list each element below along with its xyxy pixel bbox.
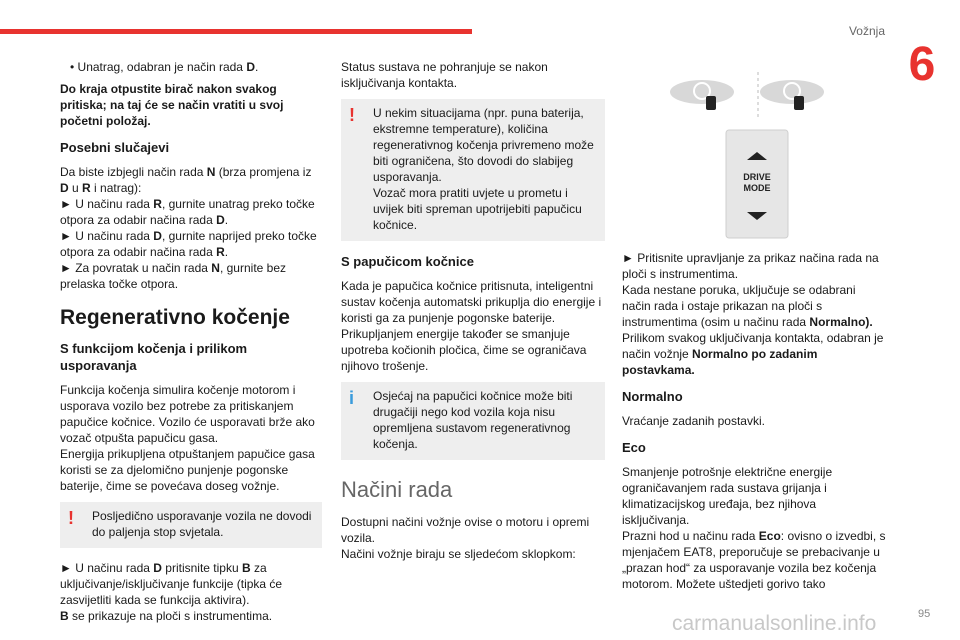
button-label-line1: DRIVE: [743, 172, 771, 182]
paragraph: B se prikazuje na ploči s instrumentima.: [60, 609, 273, 623]
paragraph: Kada nestane poruka, uključuje se odabrani način rada i ostaje prikazan na ploči s instrumentima (osim u načinu rada Normalno).: [622, 283, 873, 329]
paragraph: Prikupljanjem energije također se smanjuje upotreba kočionih pločica, čime se ograničava njihovo trošenje.: [341, 327, 587, 373]
exclamation-icon: !: [349, 105, 355, 125]
bullet-item: ► U načinu rada D, gurnite naprijed preko točke otpora za odabir načina rada R.: [60, 229, 317, 259]
steering-wheel-icon-right: [760, 80, 824, 110]
page-number: 95: [918, 608, 931, 620]
warning-note: ! U nekim situacijama (npr. puna baterija, ekstremne temperature), količina regenerativnog kočenja privremeno može biti ograničena, što dovodi do slabijeg usporavanja. Vozač mora pratiti uvjete u prometu i uvijek biti spreman upotrijebiti papučicu kočnice.: [341, 99, 605, 241]
bullet-item: ► U načinu rada D pritisnite tipku B za uključivanje/isključivanje funkcije (tipka će zasvijetliti kada se funkcija aktivira).: [60, 561, 283, 607]
column-middle: [341, 59, 605, 568]
watermark: carmanualsonline.info: [672, 612, 877, 635]
paragraph-bold: Do kraja otpustite birač nakon svakog pritiska; na taj će se način vratiti u svoj početni položaj.: [60, 82, 284, 128]
column-left: [60, 59, 322, 630]
drive-mode-switch-diagram: [660, 62, 860, 242]
paragraph: Funkcija kočenja simulira kočenje motorom i usporava vozilo bez potrebe za pritiskanjem papučice kočnice. Vozilo će usporavati brže ako vozač otpušta papučicu gasa.: [60, 383, 315, 445]
heading-regenerative-braking: Regenerativno kočenje: [60, 306, 290, 329]
heading-brake-pedal: S papučicom kočnice: [341, 254, 474, 269]
paragraph: Dostupni načini vožnje ovise o motoru i opremi vozila.: [341, 515, 590, 545]
heading-eco: Eco: [622, 440, 646, 455]
paragraph: Status sustava ne pohranjuje se nakon isključivanja kontakta.: [341, 60, 548, 90]
subheading-braking: S funkcijom kočenja i prilikom usporavanja: [60, 341, 248, 373]
info-icon: i: [349, 388, 355, 408]
drive-mode-illustration: [660, 62, 860, 242]
paragraph: Kada je papučica kočnice pritisnuta, inteligentni sustav kočenja automatski prikuplja dio energije i koristi ga za punjenje pogonske baterije.: [341, 279, 602, 325]
section-title: Vožnja: [848, 24, 885, 38]
heading-special-cases: Posebni slučajevi: [60, 140, 170, 155]
info-note: i Osjećaj na papučici kočnice može biti drugačiji nego kod vozila koja nisu opremljena sustavom regenerativnog kočenja.: [341, 382, 605, 460]
header-accent-bar: [0, 29, 472, 34]
paragraph: • Unatrag, odabran je način rada D.: [70, 60, 259, 74]
heading-normal: Normalno: [622, 389, 683, 404]
paragraph: Prilikom svakog uključivanja kontakta, odabran je način vožnje Normalno po zadanim postavkama.: [622, 331, 884, 377]
paragraph: Energija prikupljena otpuštanjem papučice gasa koristi se za djelomično punjenje pogonske baterije, čime se povećava doseg vožnje.: [60, 447, 315, 493]
steering-wheel-icon-left: [670, 80, 734, 110]
exclamation-icon: !: [68, 508, 74, 528]
paragraph: Prazni hod u načinu rada Eco: ovisno o izvedbi, s mjenjačem EAT8, preporučuje se prebacivanje u „prazan hod“ za usporavanje vozila bez kočenja motorom. Možete uštedjeti gorivo tako: [622, 529, 886, 591]
bullet-item: ► Za povratak u način rada N, gurnite bez prelaska točke otpora.: [60, 261, 287, 291]
column-right: [622, 250, 886, 598]
paragraph: Smanjenje potrošnje električne energije ograničavanjem rada sustava grijanja i klimatizacijskog uređaja, bez njihova isključivanja.: [622, 465, 833, 527]
paragraph: Da biste izbjegli način rada N (brza promjena iz D u R i natrag):: [60, 165, 312, 195]
bullet-item: ► U načinu rada R, gurnite unatrag preko točke otpora za odabir načina rada D.: [60, 197, 315, 227]
paragraph: Načini vožnje biraju se sljedećom sklopkom:: [341, 547, 576, 561]
button-label-line2: MODE: [743, 183, 771, 193]
chapter-number: 6: [908, 38, 936, 91]
bullet-item: ► Pritisnite upravljanje za prikaz načina rada na ploči s instrumentima.: [622, 251, 879, 281]
heading-driving-modes: Načini rada: [341, 477, 453, 502]
paragraph: Vraćanje zadanih postavki.: [622, 414, 765, 428]
warning-note: ! Posljedično usporavanje vozila ne dovodi do paljenja stop svjetala.: [60, 502, 322, 548]
